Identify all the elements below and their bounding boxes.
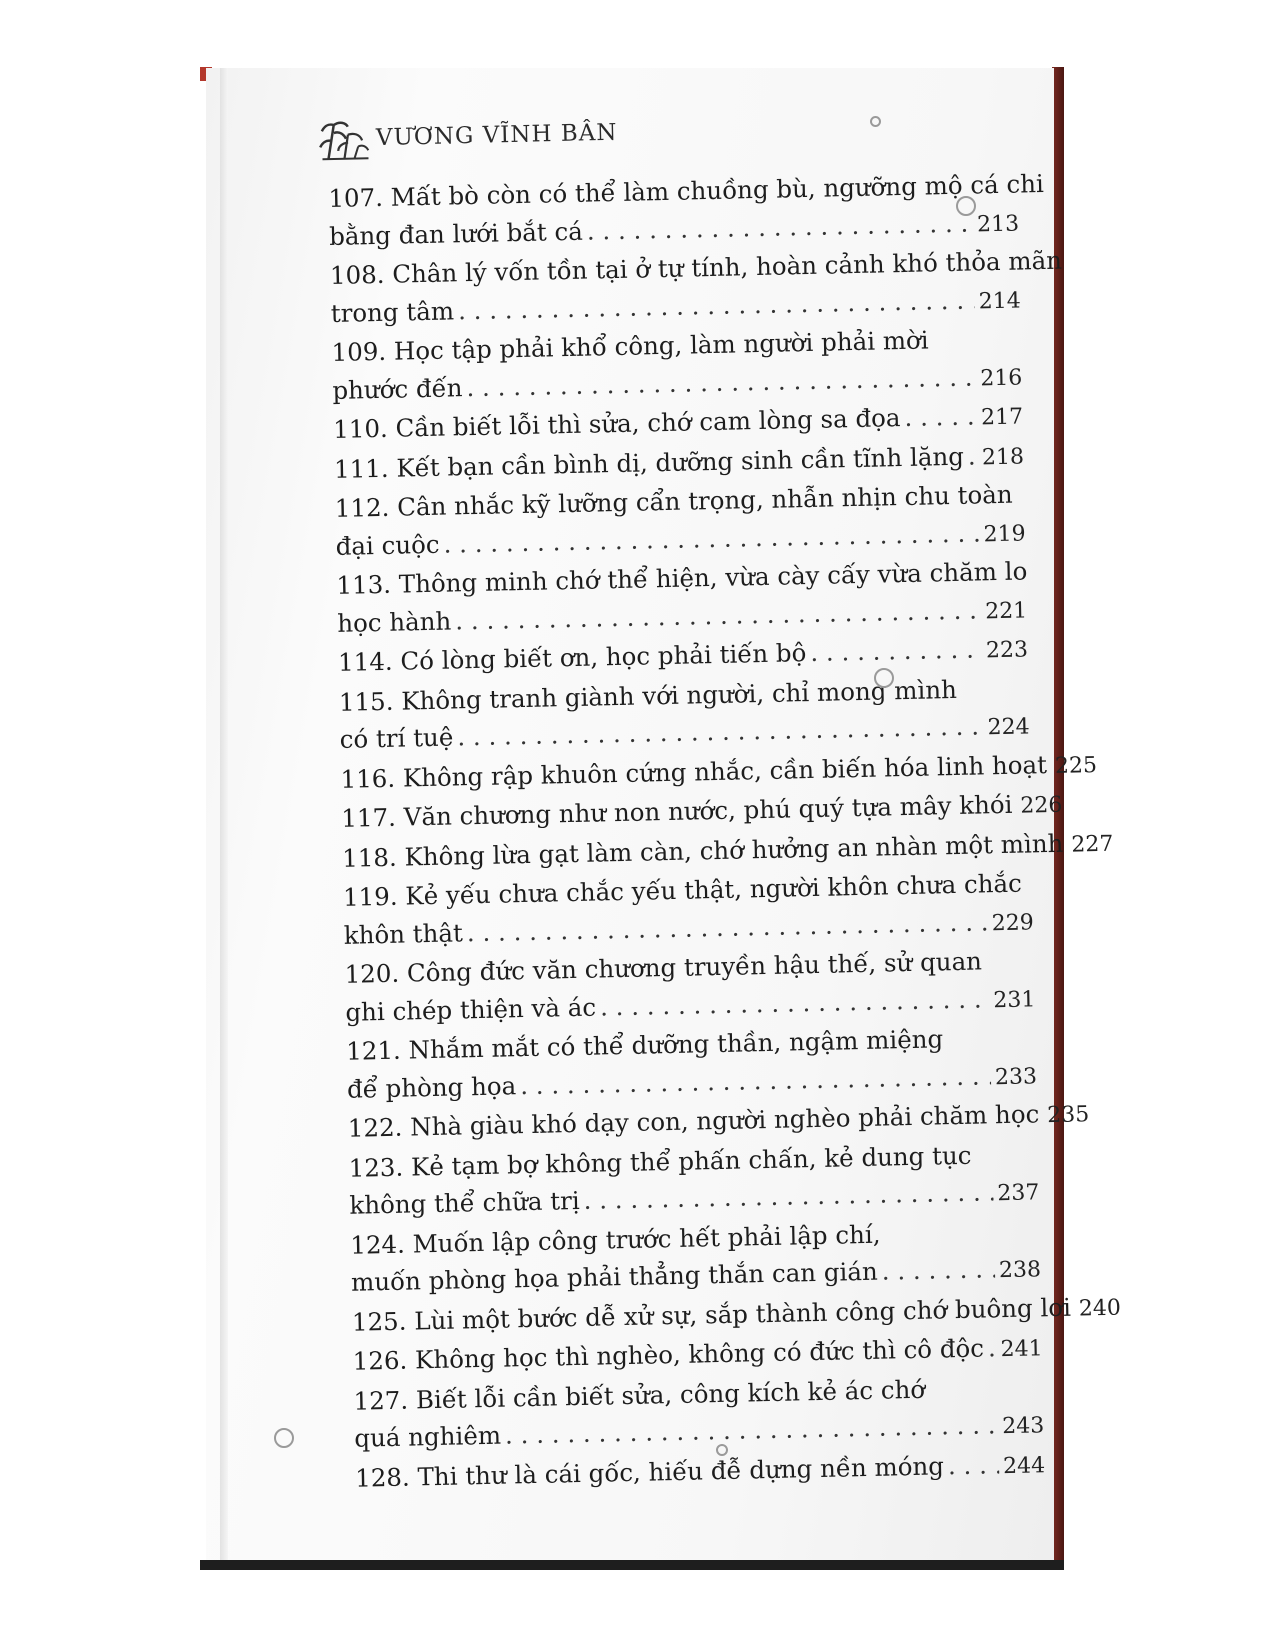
dot-leader: [904, 397, 977, 436]
toc-entry-number: 114.: [337, 646, 393, 677]
dot-leader: [1074, 1288, 1075, 1325]
dot-leader: [1067, 824, 1068, 861]
toc-entry-page-number: 243: [1001, 1413, 1045, 1440]
toc-entry-number: 119.: [342, 881, 398, 912]
toc-entry-page-number: 225: [1054, 752, 1098, 779]
toc-entry: [346, 1018, 1037, 1109]
toc-entry-number: 123.: [348, 1152, 404, 1183]
toc-entry: [339, 669, 1030, 760]
toc-entry: [350, 1212, 1041, 1303]
toc-entry-number: 116.: [340, 763, 396, 794]
header-author-name: VƯƠNG VĨNH BÂN: [375, 119, 618, 152]
toc-entry-title-text: Cần biết lỗi thì sửa, chớ cam lòng sa đọa: [395, 403, 901, 443]
toc-entry-title-continued: quá nghiêm: [354, 1420, 502, 1453]
toc-entry-title-text: Không học thì nghèo, không có đức thì cô độc: [414, 1333, 985, 1375]
dot-leader: [1043, 1095, 1044, 1132]
toc-entry-title-text: Kẻ yếu chưa chắc yếu thật, người khôn chưa chắc: [405, 868, 1023, 911]
book-cover-edge-bottom: [200, 1560, 1064, 1570]
dot-leader: [881, 1250, 995, 1290]
ring-mark-decoration: [956, 196, 976, 216]
toc-entry-page-number: 224: [987, 714, 1030, 741]
toc-entry-page-number: 241: [1000, 1336, 1043, 1363]
toc-entry-page-number: 214: [978, 288, 1021, 314]
toc-entry-number: 126.: [352, 1345, 408, 1376]
toc-entry-title-continued: không thể chữa trị: [349, 1185, 580, 1220]
toc-entry-title-continued: khôn thật: [343, 917, 464, 950]
toc-entry-title-text: Có lòng biết ơn, học phải tiến bộ: [400, 638, 807, 676]
ring-mark-decoration: [874, 668, 894, 688]
toc-entry-title-continued: để phòng họa: [346, 1070, 517, 1104]
toc-entry-page-number: 223: [985, 637, 1029, 664]
dot-leader: [1051, 745, 1052, 782]
toc-entry-title-text: Không lừa gạt làm càn, chớ hưởng an nhàn một mình: [404, 828, 1064, 872]
running-header: [317, 107, 618, 166]
toc-entry-number: 124.: [350, 1229, 406, 1260]
toc-entry-title-text: Nhà giàu khó dạy con, người nghèo phải chăm học: [409, 1099, 1040, 1142]
toc-entry-title-continued: phước đến: [332, 372, 463, 405]
toc-entry-title-text: Không rập khuôn cứng nhắc, cần biến hóa linh hoạt: [402, 749, 1048, 793]
toc-entry-title-continued: đại cuộc: [335, 529, 440, 561]
toc-entry-title-text: Chân lý vốn tồn tại ở tự tính, hoàn cảnh khó thỏa mãn: [392, 245, 1063, 289]
toc-entry-page-number: 240: [1078, 1295, 1122, 1322]
toc-entry-page-number: 217: [980, 404, 1024, 431]
toc-entry-number: 118.: [341, 842, 398, 873]
toc-entry-title-text: Học tập phải khổ công, làm người phải mời: [393, 325, 929, 366]
toc-entry-title-continued: ghi chép thiện và ác: [345, 992, 597, 1027]
toc-entry: [348, 1135, 1039, 1226]
toc-entry-page-number: 213: [976, 211, 1020, 237]
toc-entry-title-text: Không tranh giành với người, chỉ mong mình: [400, 674, 958, 716]
toc-entry-title-continued: học hành: [336, 606, 452, 638]
toc-entry-number: 125.: [351, 1306, 407, 1337]
ring-mark-decoration: [870, 116, 881, 127]
toc-entry: [336, 552, 1027, 643]
toc-entry-page-number: 238: [998, 1257, 1042, 1284]
toc-entry-number: 128.: [354, 1462, 411, 1493]
toc-entry-number: 115.: [338, 686, 394, 717]
toc-entry-title-text: Văn chương như non nước, phú quý tựa mây khói: [403, 789, 1013, 832]
toc-entry-title-continued: bằng đan lưới bắt cá: [328, 216, 584, 251]
dot-leader: [947, 1446, 999, 1485]
dot-leader: [583, 1173, 994, 1219]
toc-entry-title-text: Mất bò còn có thể làm chuồng bù, ngưỡng mộ cá chi: [390, 169, 1045, 212]
ring-mark-decoration: [716, 1444, 728, 1456]
toc-entry-page-number: 226: [1020, 792, 1063, 819]
dot-leader: [988, 1329, 997, 1367]
toc-entry-number: 127.: [353, 1385, 409, 1416]
toc-entry-page-number: 237: [997, 1180, 1040, 1207]
dot-leader: [810, 630, 982, 671]
toc-entry: [344, 941, 1035, 1032]
dot-leader: [600, 980, 990, 1026]
toc-entry-title-continued: trong tâm: [330, 295, 455, 328]
toc-entry-title-text: Công đức văn chương truyền hậu thế, sử quan: [406, 946, 983, 988]
toc-entry-page-number: 216: [980, 365, 1023, 391]
toc-entry-number: 121.: [345, 1035, 402, 1066]
toc-entry-title-text: Kết bạn cần bình dị, dưỡng sinh cần tĩnh lặng: [396, 441, 965, 483]
toc-entry-page-number: 244: [1002, 1452, 1046, 1479]
toc-entry-title-text: Kẻ tạm bợ không thể phấn chấn, kẻ dung tục: [410, 1140, 972, 1181]
toc-entry-number: 120.: [344, 958, 400, 989]
toc-entry-page-number: 227: [1071, 831, 1114, 858]
toc-entry-page-number: 219: [983, 520, 1026, 547]
toc-entry-number: 117.: [341, 802, 397, 833]
dot-leader: [1016, 786, 1017, 823]
toc-entry-title-text: Cân nhắc kỹ lưỡng cẩn trọng, nhẫn nhịn chu toàn: [396, 479, 1013, 522]
toc-entry-title-text: Nhắm mắt có thể dưỡng thần, ngậm miệng: [408, 1024, 944, 1065]
toc-entry-page-number: 221: [984, 597, 1028, 624]
toc-entry-number: 111.: [333, 453, 389, 484]
toc-entry-number: 112.: [334, 492, 390, 523]
toc-entry: [353, 1368, 1044, 1459]
toc-entry-number: 109.: [331, 336, 387, 367]
toc-entry-page-number: 235: [1047, 1102, 1090, 1129]
toc-entry: [331, 320, 1022, 411]
table-of-contents: [328, 166, 1122, 1499]
toc-entry-title-text: Lùi một bước dễ xử sự, sắp thành công chớ buông lơi: [413, 1292, 1072, 1335]
bamboo-logo-icon: [317, 112, 370, 165]
dot-leader: [967, 437, 978, 475]
toc-entry-page-number: 229: [991, 909, 1034, 936]
toc-entry-page-number: 218: [981, 443, 1025, 470]
toc-entry-title-text: Thông minh chớ thể hiện, vừa cày cấy vừa chăm lo: [398, 556, 1028, 599]
toc-entry: [334, 475, 1025, 566]
toc-entry-page-number: 231: [993, 986, 1036, 1013]
toc-entry-page-number: 233: [994, 1063, 1038, 1090]
book-page: [206, 68, 1122, 1560]
toc-entry-title-continued: muốn phòng họa phải thẳng thắn can gián: [350, 1256, 879, 1297]
dot-leader: [586, 204, 973, 250]
toc-entry-number: 108.: [329, 259, 385, 290]
toc-entry-number: 113.: [336, 569, 392, 600]
toc-entry-number: 122.: [347, 1112, 403, 1143]
toc-entry-number: 107.: [328, 182, 384, 213]
toc-entry: [329, 243, 1063, 334]
ring-mark-decoration: [274, 1428, 294, 1448]
toc-entry-title-text: Muốn lập công trước hết phải lập chí,: [412, 1219, 881, 1258]
toc-entry-number: 110.: [332, 413, 389, 444]
toc-entry: [328, 166, 1045, 257]
toc-entry: [343, 864, 1034, 955]
toc-entry-title-text: Thi thư là cái gốc, hiếu đễ dựng nền móng: [417, 1450, 945, 1491]
toc-entry-title-text: Biết lỗi cần biết sửa, công kích kẻ ác chớ: [415, 1374, 926, 1414]
toc-entry-title-continued: có trí tuệ: [339, 722, 454, 754]
